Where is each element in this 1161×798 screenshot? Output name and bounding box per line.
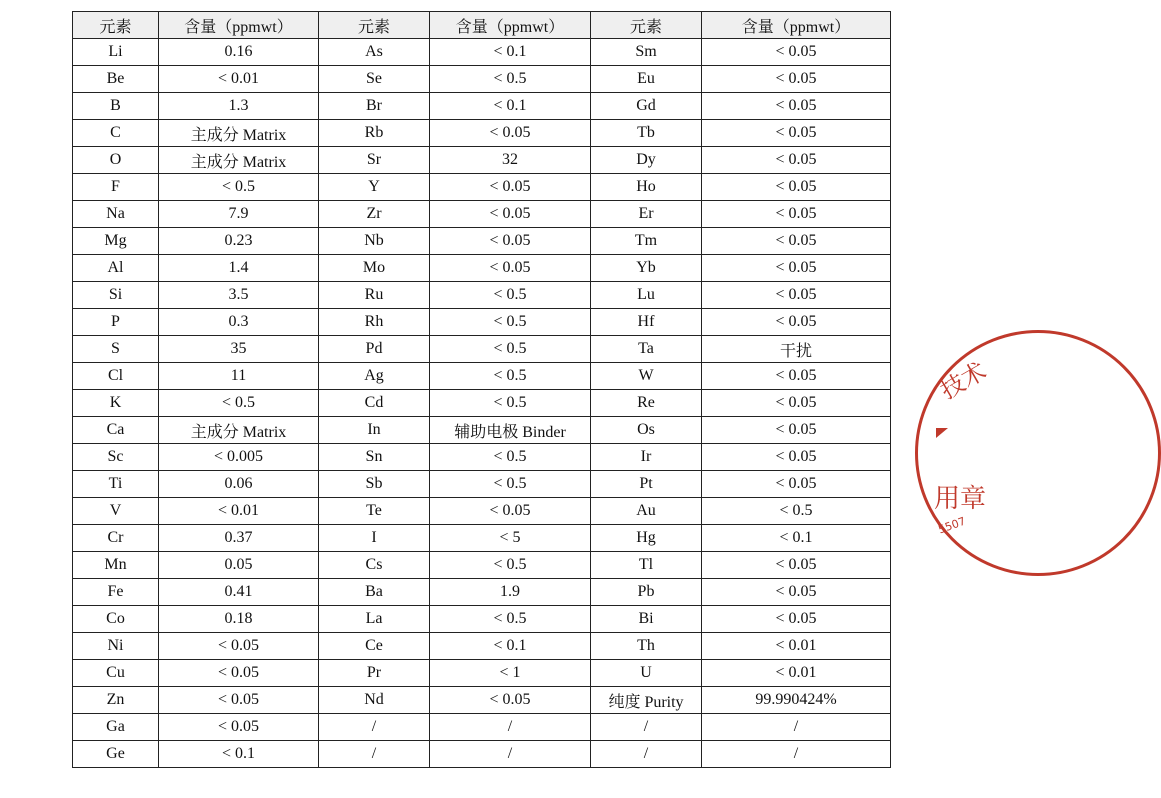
table-row	[73, 525, 891, 552]
table-row	[73, 228, 891, 255]
cell-element-2: Ce	[319, 633, 430, 660]
cell-content-3: < 0.05	[702, 201, 891, 228]
header-content-2: 含量（ppmwt）	[430, 12, 591, 39]
cell-element-2: La	[319, 606, 430, 633]
header-element-1: 元素	[73, 12, 159, 39]
cell-element-1: Mn	[73, 552, 159, 579]
cell-content-1: < 0.05	[159, 660, 319, 687]
cell-content-1: 0.05	[159, 552, 319, 579]
cell-content-1: 0.06	[159, 471, 319, 498]
cell-content-1: 0.3	[159, 309, 319, 336]
cell-content-2: < 0.5	[430, 282, 591, 309]
cell-element-3: Hf	[591, 309, 702, 336]
cell-content-2: < 0.05	[430, 174, 591, 201]
cell-content-2: 1.9	[430, 579, 591, 606]
cell-element-3: U	[591, 660, 702, 687]
table-row	[73, 741, 891, 768]
cell-element-3: Tl	[591, 552, 702, 579]
cell-element-1: Ni	[73, 633, 159, 660]
table-row	[73, 255, 891, 282]
table-row	[73, 66, 891, 93]
cell-element-1: Mg	[73, 228, 159, 255]
table-row	[73, 498, 891, 525]
cell-content-1: < 0.05	[159, 687, 319, 714]
cell-element-1: Ti	[73, 471, 159, 498]
table-row	[73, 444, 891, 471]
cell-content-1: 1.3	[159, 93, 319, 120]
cell-content-1: < 0.05	[159, 633, 319, 660]
cell-element-1: Sc	[73, 444, 159, 471]
cell-content-1: 主成分 Matrix	[159, 120, 319, 147]
cell-element-1: B	[73, 93, 159, 120]
table-row	[73, 390, 891, 417]
cell-content-2: < 0.05	[430, 498, 591, 525]
cell-element-2: Cs	[319, 552, 430, 579]
cell-content-3: < 0.05	[702, 606, 891, 633]
cell-element-2: Pd	[319, 336, 430, 363]
table-row	[73, 309, 891, 336]
cell-element-2: Pr	[319, 660, 430, 687]
cell-element-2: /	[319, 741, 430, 768]
cell-element-3: Hg	[591, 525, 702, 552]
cell-content-2: 32	[430, 147, 591, 174]
table-row	[73, 147, 891, 174]
cell-content-3: /	[702, 714, 891, 741]
cell-element-3: Bi	[591, 606, 702, 633]
cell-content-1: < 0.5	[159, 174, 319, 201]
cell-content-2: < 0.5	[430, 66, 591, 93]
cell-content-1: < 0.1	[159, 741, 319, 768]
cell-content-3: < 0.05	[702, 174, 891, 201]
table-row	[73, 552, 891, 579]
cell-content-2: /	[430, 741, 591, 768]
cell-content-2: < 5	[430, 525, 591, 552]
table-body	[73, 39, 891, 768]
cell-element-2: Rb	[319, 120, 430, 147]
cell-content-2: < 0.5	[430, 606, 591, 633]
cell-element-1: S	[73, 336, 159, 363]
table-row	[73, 39, 891, 66]
seal-text-top: 技术	[935, 356, 992, 405]
cell-content-1: < 0.05	[159, 714, 319, 741]
cell-element-3: Th	[591, 633, 702, 660]
cell-content-2: < 0.05	[430, 255, 591, 282]
cell-element-3: Er	[591, 201, 702, 228]
cell-content-3: < 0.05	[702, 579, 891, 606]
cell-content-3: < 0.05	[702, 93, 891, 120]
cell-element-1: K	[73, 390, 159, 417]
cell-element-2: As	[319, 39, 430, 66]
cell-element-1: Al	[73, 255, 159, 282]
cell-element-3: Lu	[591, 282, 702, 309]
cell-element-1: Cr	[73, 525, 159, 552]
cell-element-1: V	[73, 498, 159, 525]
cell-element-2: Nd	[319, 687, 430, 714]
header-content-3: 含量（ppmwt）	[702, 12, 891, 39]
table-row	[73, 579, 891, 606]
table-row	[73, 714, 891, 741]
cell-content-3: < 0.05	[702, 120, 891, 147]
cell-element-1: Ca	[73, 417, 159, 444]
table-row	[73, 417, 891, 444]
cell-element-3: Os	[591, 417, 702, 444]
table-row	[73, 282, 891, 309]
cell-content-1: 0.23	[159, 228, 319, 255]
cell-element-2: Sn	[319, 444, 430, 471]
table-row	[73, 471, 891, 498]
cell-content-3: < 0.05	[702, 390, 891, 417]
cell-content-2: < 0.05	[430, 201, 591, 228]
cell-element-2: Ag	[319, 363, 430, 390]
cell-content-2: < 0.5	[430, 390, 591, 417]
cell-content-3: < 0.05	[702, 444, 891, 471]
cell-element-1: Zn	[73, 687, 159, 714]
cell-element-1: C	[73, 120, 159, 147]
cell-element-3: Gd	[591, 93, 702, 120]
table-row	[73, 93, 891, 120]
cell-element-3: /	[591, 714, 702, 741]
cell-element-1: Fe	[73, 579, 159, 606]
cell-content-2: /	[430, 714, 591, 741]
cell-content-2: < 0.5	[430, 444, 591, 471]
cell-element-2: Mo	[319, 255, 430, 282]
cell-content-3: < 0.05	[702, 363, 891, 390]
cell-content-1: 0.41	[159, 579, 319, 606]
cell-element-3: Tb	[591, 120, 702, 147]
cell-content-2: < 0.05	[430, 228, 591, 255]
cell-content-1: 主成分 Matrix	[159, 147, 319, 174]
cell-content-3: < 0.05	[702, 228, 891, 255]
cell-element-2: Zr	[319, 201, 430, 228]
cell-element-1: Co	[73, 606, 159, 633]
seal-star-icon	[936, 428, 948, 438]
cell-content-1: < 0.01	[159, 498, 319, 525]
cell-content-3: < 0.5	[702, 498, 891, 525]
cell-content-2: < 0.1	[430, 633, 591, 660]
table-row	[73, 201, 891, 228]
cell-content-1: < 0.005	[159, 444, 319, 471]
cell-content-1: 0.16	[159, 39, 319, 66]
cell-content-2: < 0.5	[430, 471, 591, 498]
cell-content-2: < 0.05	[430, 687, 591, 714]
cell-content-3: < 0.01	[702, 633, 891, 660]
cell-element-3: Dy	[591, 147, 702, 174]
cell-element-2: /	[319, 714, 430, 741]
cell-element-2: Rh	[319, 309, 430, 336]
cell-content-2: 辅助电极 Binder	[430, 417, 591, 444]
cell-content-3: 干扰	[702, 336, 891, 363]
cell-element-1: O	[73, 147, 159, 174]
cell-content-3: < 0.05	[702, 66, 891, 93]
cell-element-3: W	[591, 363, 702, 390]
cell-element-2: Sr	[319, 147, 430, 174]
cell-element-1: Li	[73, 39, 159, 66]
header-element-2: 元素	[319, 12, 430, 39]
cell-element-3: Au	[591, 498, 702, 525]
cell-element-2: Ba	[319, 579, 430, 606]
cell-element-2: Br	[319, 93, 430, 120]
table-row	[73, 687, 891, 714]
cell-element-2: Se	[319, 66, 430, 93]
cell-content-2: < 0.5	[430, 309, 591, 336]
seal-text-bottom: 5507	[936, 514, 968, 537]
cell-content-2: < 1	[430, 660, 591, 687]
cell-element-3: Ir	[591, 444, 702, 471]
company-seal-stamp	[915, 330, 1161, 576]
cell-element-1: F	[73, 174, 159, 201]
cell-element-2: In	[319, 417, 430, 444]
cell-element-2: I	[319, 525, 430, 552]
cell-element-1: Ga	[73, 714, 159, 741]
cell-element-1: Ge	[73, 741, 159, 768]
cell-content-3: < 0.05	[702, 255, 891, 282]
cell-element-3: 纯度 Purity	[591, 687, 702, 714]
cell-element-3: Pb	[591, 579, 702, 606]
cell-element-1: P	[73, 309, 159, 336]
cell-element-2: Nb	[319, 228, 430, 255]
cell-element-3: Ho	[591, 174, 702, 201]
cell-content-3: < 0.05	[702, 147, 891, 174]
cell-content-1: 0.37	[159, 525, 319, 552]
table-row	[73, 174, 891, 201]
cell-content-2: < 0.05	[430, 120, 591, 147]
cell-content-3: < 0.1	[702, 525, 891, 552]
cell-element-2: Cd	[319, 390, 430, 417]
cell-element-1: Be	[73, 66, 159, 93]
cell-content-1: 1.4	[159, 255, 319, 282]
cell-content-3: 99.990424%	[702, 687, 891, 714]
cell-content-3: < 0.05	[702, 39, 891, 66]
cell-element-2: Sb	[319, 471, 430, 498]
cell-content-1: < 0.01	[159, 66, 319, 93]
cell-content-2: < 0.1	[430, 39, 591, 66]
cell-content-3: < 0.05	[702, 309, 891, 336]
cell-content-3: /	[702, 741, 891, 768]
cell-content-3: < 0.05	[702, 471, 891, 498]
cell-content-1: 主成分 Matrix	[159, 417, 319, 444]
cell-element-3: Pt	[591, 471, 702, 498]
cell-content-1: 11	[159, 363, 319, 390]
cell-content-3: < 0.01	[702, 660, 891, 687]
cell-element-3: Re	[591, 390, 702, 417]
cell-content-3: < 0.05	[702, 282, 891, 309]
cell-element-3: Sm	[591, 39, 702, 66]
cell-content-2: < 0.1	[430, 93, 591, 120]
table-row	[73, 633, 891, 660]
cell-element-1: Cl	[73, 363, 159, 390]
cell-element-2: Te	[319, 498, 430, 525]
table-row	[73, 363, 891, 390]
cell-element-2: Ru	[319, 282, 430, 309]
header-element-3: 元素	[591, 12, 702, 39]
cell-element-3: Tm	[591, 228, 702, 255]
cell-content-1: 35	[159, 336, 319, 363]
cell-element-3: Yb	[591, 255, 702, 282]
table-row	[73, 120, 891, 147]
cell-content-1: 0.18	[159, 606, 319, 633]
cell-element-1: Na	[73, 201, 159, 228]
table-row	[73, 606, 891, 633]
table-row	[73, 336, 891, 363]
element-content-table	[72, 11, 891, 768]
cell-content-2: < 0.5	[430, 336, 591, 363]
table-header-row	[73, 12, 891, 39]
cell-content-1: 7.9	[159, 201, 319, 228]
cell-content-1: < 0.5	[159, 390, 319, 417]
seal-text-middle: 用章	[934, 484, 987, 514]
cell-element-3: Ta	[591, 336, 702, 363]
table-row	[73, 660, 891, 687]
cell-element-1: Cu	[73, 660, 159, 687]
header-content-1: 含量（ppmwt）	[159, 12, 319, 39]
cell-content-1: 3.5	[159, 282, 319, 309]
cell-element-2: Y	[319, 174, 430, 201]
cell-element-1: Si	[73, 282, 159, 309]
cell-content-2: < 0.5	[430, 552, 591, 579]
cell-content-3: < 0.05	[702, 552, 891, 579]
cell-content-2: < 0.5	[430, 363, 591, 390]
cell-element-3: Eu	[591, 66, 702, 93]
cell-element-3: /	[591, 741, 702, 768]
cell-content-3: < 0.05	[702, 417, 891, 444]
